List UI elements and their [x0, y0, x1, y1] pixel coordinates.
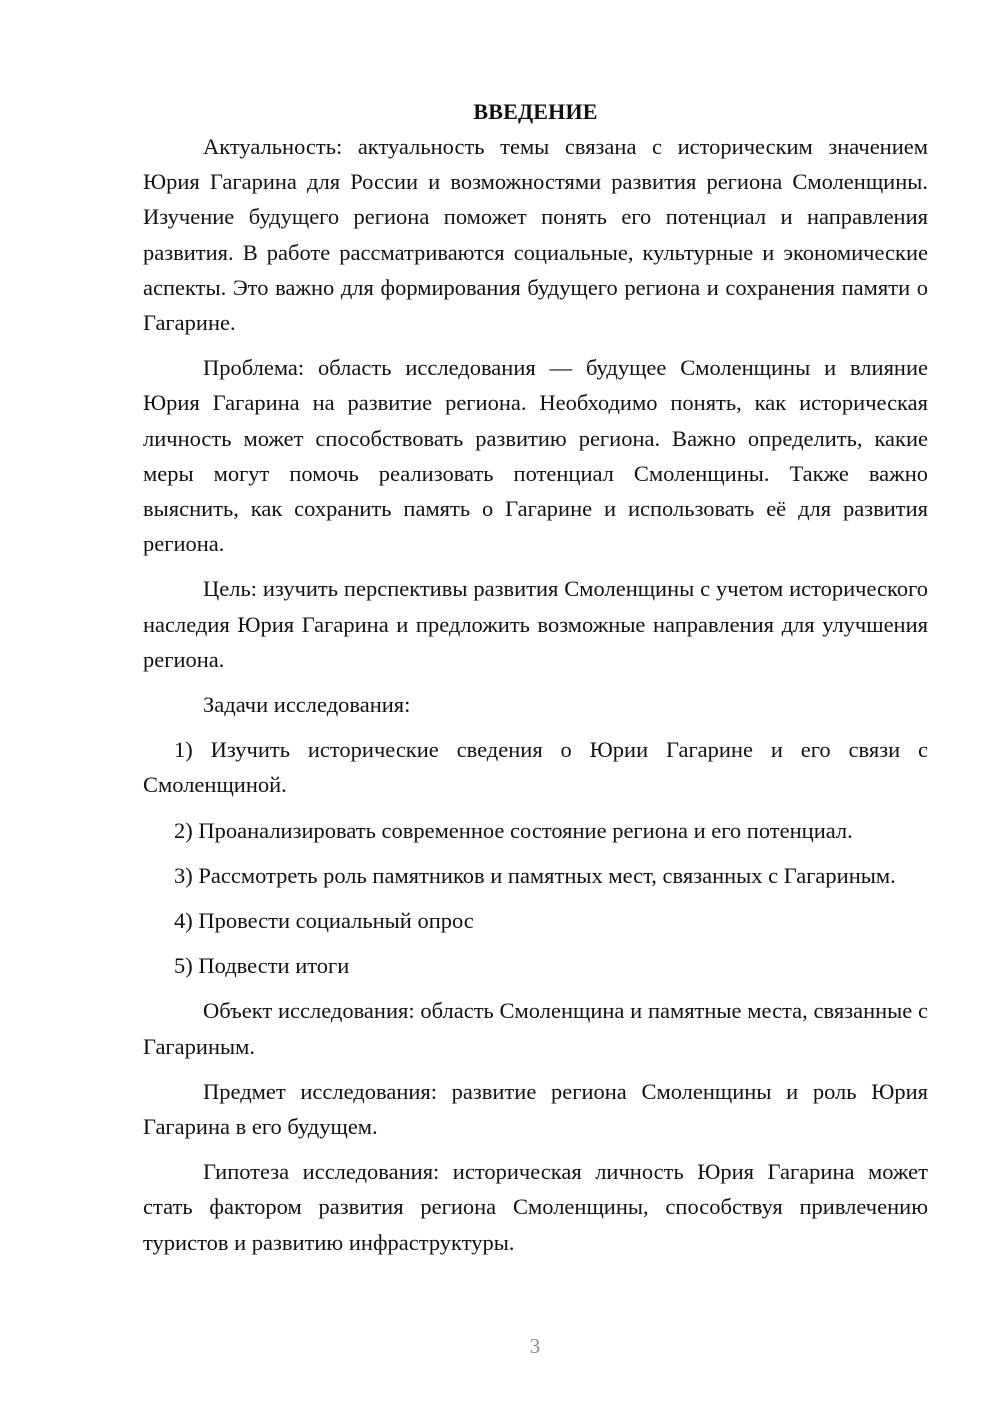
paragraph-relevance: Актуальность: актуальность темы связана с историческим значением Юрия Гагарина для России и возможностями развития региона Смоленщины. Изучение будущего региона поможет понять его потенциал и направления развития. В работе рассматриваются социальные, культурные и экономические аспекты. Это важно для формирования будущего региона и сохранения памяти о Гагарине. — [143, 134, 928, 336]
task-item-4: 4) Провести социальный опрос — [174, 908, 474, 934]
task-item-1: 1) Изучить исторические сведения о Юрии Гагарине и его связи с Смоленщиной. — [143, 737, 928, 798]
paragraph-object: Объект исследования: область Смоленщина и памятные места, связанные с Гагариным. — [143, 998, 928, 1059]
task-item-2: 2) Проанализировать современное состояние региона и его потенциал. — [174, 817, 853, 843]
task-item-3: 3) Рассмотреть роль памятников и памятных мест, связанных с Гагариным. — [174, 862, 896, 888]
page-number: 3 — [529, 1334, 541, 1358]
paragraph-goal: Цель: изучить перспективы развития Смоленщины с учетом исторического наследия Юрия Гагарина и предложить возможные направления для улучшения региона. — [143, 576, 928, 672]
paragraph-hypothesis: Гипотеза исследования: историческая личность Юрия Гагарина может стать фактором развития региона Смоленщины, способствуя привлечению туристов и развитию инфраструктуры. — [143, 1159, 928, 1255]
task-item-5: 5) Подвести итоги — [174, 953, 350, 979]
page-content — [143, 94, 928, 1270]
tasks-heading: Задачи исследования: — [203, 692, 411, 718]
section-title: ВВЕДЕНИЕ — [473, 99, 598, 124]
paragraph-problem: Проблема: область исследования — будущее Смоленщины и влияние Юрия Гагарина на развитие региона. Необходимо понять, как историческая личность может способствовать развитию региона. Важно определить, какие меры могут помочь реализовать потенциал Смоленщины. Также важно выяснить, как сохранить память о Гагарине и использовать её для развития региона. — [143, 355, 928, 557]
paragraph-subject: Предмет исследования: развитие региона Смоленщины и роль Юрия Гагарина в его будущем. — [143, 1078, 928, 1140]
